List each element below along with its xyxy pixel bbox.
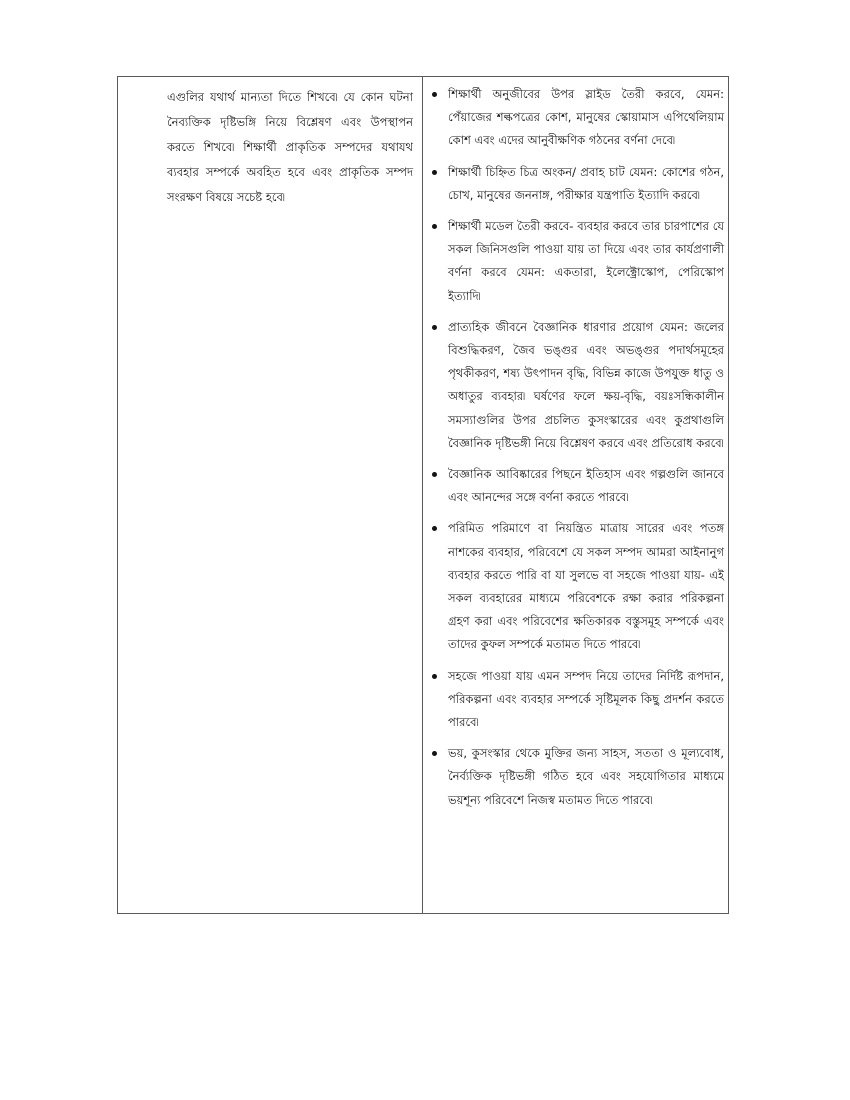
list-item-text: সহজে পাওয়া যায় এমন সম্পদ নিয়ে তাদের নির্দিষ্ট রূপদান, পরিকল্পনা এবং ব্যবহার সম্পর্কে সৃষ্টিমূলক কিছু প্রদর্শন করতে পারবে৷ (448, 668, 724, 730)
list-item-text: ভয়, কুসংস্কার থেকে মুক্তির জন্য সাহস, সততা ও মূল্যবোধ, নৈর্ব্যক্তিক দৃষ্টিভঙ্গী গঠিত হবে এবং সহযোগিতার মাধ্যমে ভয়শূন্য পরিবেশে নিজস্ব মতামত দিতে পারবে৷ (448, 746, 724, 807)
list-item-text: প্রাত্যহিক জীবনে বৈজ্ঞানিক ধারণার প্রয়োগ যেমন: জলের বিশুদ্ধিকরণ, জৈব ভঙ্গুর এবং অভঙ্গুর পদার্থসমূহের পৃথকীকরণ, শষ্য উৎপাদন বৃদ্ধি, বিভিন্ন কাজে উপযুক্ত ধাতু ও অধাতুর ব্যবহার৷ ঘর্ষণের ফলে ক্ষয়-বৃদ্ধি, বয়ঃসন্ধিকালীন সমস্যাগুলির উপর প্রচলিত কুসংস্কারের এবং কুপ্রথাগুলি বৈজ্ঞানিক দৃষ্টিভঙ্গী নিয়ে বিশ্লেষণ করবে এবং প্রতিরোধ করবে৷ (448, 319, 724, 450)
list-item (432, 665, 724, 735)
list-item-text: পরিমিত পরিমাণে বা নিয়ন্ত্রিত মাত্রায় সারের এবং পতঙ্গ নাশকের ব্যবহার, পরিবেশে যে সকল সম্পদ আমরা আইনানুগ ব্যবহার করতে পারি বা যা সুলভে বা সহজে পাওয়া যায়- এই সকল ব্যবহারের মাধ্যমে পরিবেশকে রক্ষা করার পরিকল্পনা গ্রহণ করা এবং পরিবেশের ক্ষতিকারক বস্তুসমূহ সম্পর্কে এবং তাদের কুফল সম্পর্কে মতামত দিতে পারবে৷ (448, 521, 724, 652)
list-item (432, 517, 724, 656)
right-cell-list (432, 83, 724, 820)
left-cell-text: এগুলির যথার্থ মান্যতা দিতে শিখবে৷ যে কোন ঘটনা নৈব্যক্তিক দৃষ্টিভঙ্গি নিয়ে বিশ্লেষণ এবং উপস্থাপন করতে শিখবে৷ শিক্ষার্থী প্রাকৃতিক সম্পদের যথাযথ ব্যবহার সম্পর্কে অবহিত হবে এবং প্রাকৃতিক সম্পদ সংরক্ষণ বিষয়ে সচেষ্ট হবে৷ (167, 90, 413, 204)
bullet-icon (432, 526, 437, 531)
column-divider (422, 77, 423, 913)
bullet-icon (432, 325, 437, 330)
content-table (117, 76, 729, 914)
list-item-text: বৈজ্ঞানিক আবিষ্কারের পিছনে ইতিহাস এবং গল্পগুলি জানবে এবং আনন্দের সঙ্গে বর্ণনা করতে পারবে৷ (448, 467, 724, 505)
list-item-text: শিক্ষার্থী চিহ্নিত চিত্র অংকন/ প্রবাহ চাট যেমন: কোশের গঠন, চোখ, মানুষের জননাঙ্গ, পরীক্ষার যন্ত্রপাতি ইত্যাদি করবে৷ (448, 164, 724, 202)
bullet-icon (432, 674, 437, 679)
list-item-text: শিক্ষার্থী অনুজীবের উপর স্লাইড তৈরী করবে, যেমন: পেঁয়াজের শল্কপত্রের কোশ, মানুষের স্কোয়ামাস এপিথেলিয়াম কোশ এবং এদের আনুবীক্ষণিক গঠনের বর্ণনা দেবে৷ (448, 87, 724, 148)
bullet-icon (432, 751, 437, 756)
list-item (432, 83, 724, 153)
list-item (432, 215, 724, 308)
list-item (432, 161, 724, 207)
list-item (432, 742, 724, 812)
bullet-icon (432, 92, 437, 97)
bullet-icon (432, 170, 437, 175)
list-item (432, 463, 724, 509)
bullet-icon (432, 224, 437, 229)
list-item-text: শিক্ষার্থী মডেল তৈরী করবে- ব্যবহার করবে তার চারপাশের যে সকল জিনিসগুলি পাওয়া যায় তা দিয়ে এবং তার কার্যপ্রণালী বর্ণনা করবে যেমন: একতারা, ইলেক্ট্রোস্কোপ, পেরিস্কোপ ইত্যাদি৷ (448, 219, 724, 303)
list-item (432, 316, 724, 455)
bullet-icon (432, 472, 437, 477)
